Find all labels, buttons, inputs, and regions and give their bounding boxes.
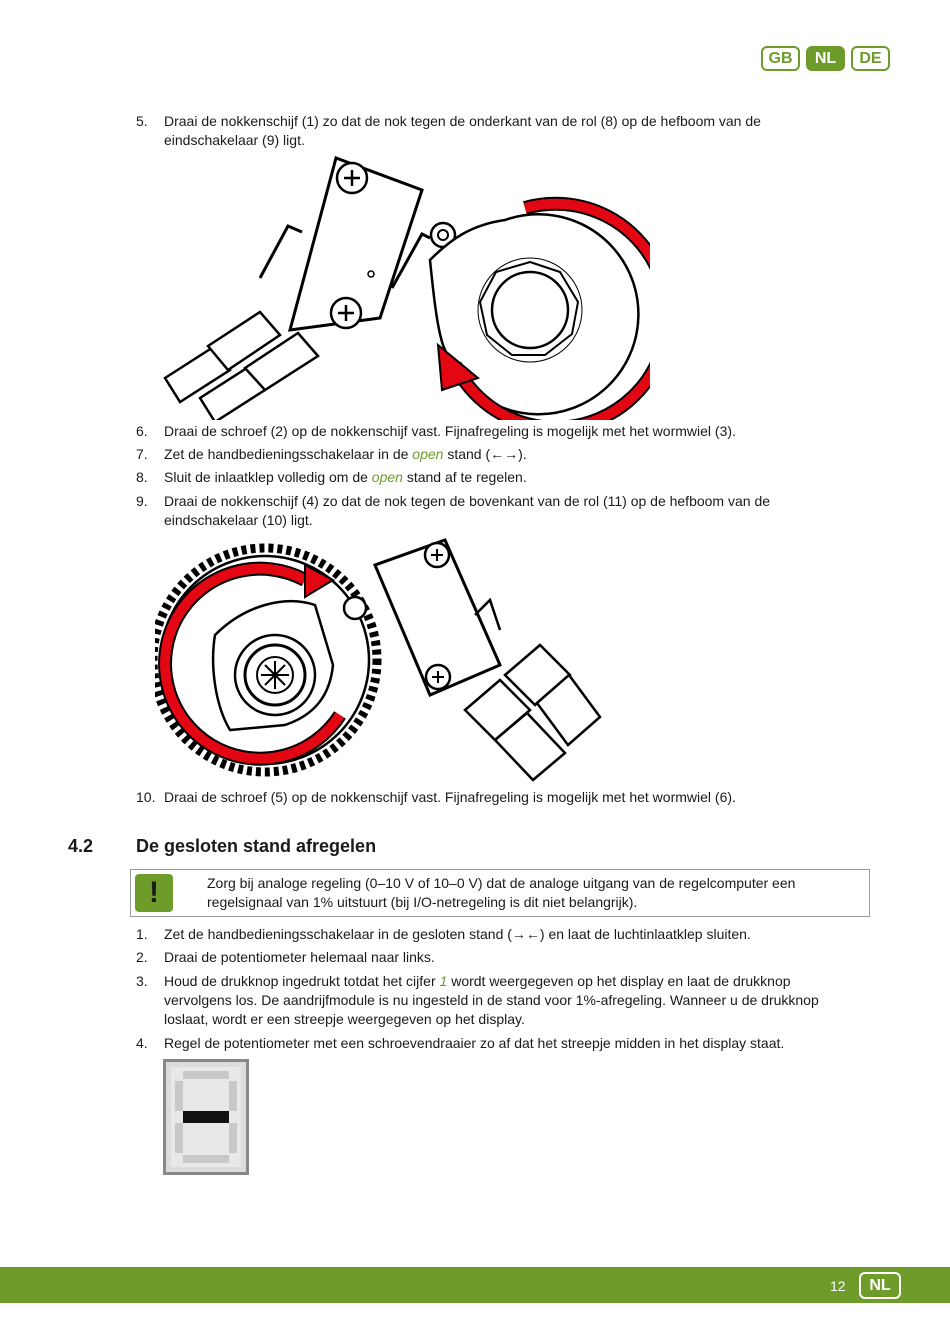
- footer-bar: [0, 1267, 950, 1303]
- step-number: 2.: [136, 949, 148, 965]
- step-text: Draai de potentiometer helemaal naar links.: [164, 949, 435, 965]
- step-text: Zet de handbedieningsschakelaar in de open stand (←→).: [164, 446, 527, 462]
- step-5: [136, 112, 826, 150]
- step-9: [136, 492, 826, 530]
- step-number: 3.: [136, 973, 148, 989]
- step-number: 10.: [136, 789, 156, 805]
- footer-lang-tab[interactable]: NL: [859, 1272, 901, 1299]
- step-number: 6.: [136, 423, 148, 439]
- step-6: [136, 422, 826, 441]
- language-tabs: [761, 46, 890, 71]
- step-number: 9.: [136, 493, 148, 509]
- step-text: Houd de drukknop ingedrukt totdat het cijfer 1 wordt weergegeven op het display en laat de drukknop vervolgens los. De aandrijfmodule is nu ingesteld in de stand voor 1%-afregeling. Wanneer u de drukknop loslaat, wordt er een streepje weergegeven op het display.: [164, 973, 819, 1027]
- section-title: De gesloten stand afregelen: [136, 836, 377, 856]
- roller: [344, 597, 366, 619]
- lang-tab-nl[interactable]: NL: [806, 46, 845, 71]
- closed-step-1: [136, 925, 826, 944]
- seven-segment-display: [163, 1059, 249, 1175]
- closed-step-4: [136, 1034, 826, 1053]
- step-number: 1.: [136, 926, 148, 942]
- closed-step-3: [136, 972, 826, 1029]
- lang-tab-gb[interactable]: GB: [761, 46, 800, 71]
- cam-disc-closed-figure: [155, 535, 615, 785]
- lang-tab-de[interactable]: DE: [851, 46, 890, 71]
- step-text: Draai de schroef (5) op de nokkenschijf vast. Fijnafregeling is mogelijk met het wormwiel (6).: [164, 789, 736, 805]
- display-dash-segment: [183, 1111, 229, 1123]
- closed-step-2: [136, 948, 826, 967]
- step-number: 5.: [136, 113, 148, 129]
- cam-disc-open-figure: [160, 150, 650, 420]
- step-10: [136, 788, 826, 807]
- page-number: 12: [830, 1278, 846, 1294]
- step-text: Regel de potentiometer met een schroevendraaier zo af dat het streepje midden in het display staat.: [164, 1035, 785, 1051]
- step-number: 8.: [136, 469, 148, 485]
- step-number: 4.: [136, 1035, 148, 1051]
- step-text: Draai de schroef (2) op de nokkenschijf vast. Fijnafregeling is mogelijk met het wormwiel (3).: [164, 423, 736, 439]
- section-number: 4.2: [68, 836, 94, 856]
- notice-text: Zorg bij analoge regeling (0–10 V of 10–0 V) dat de analoge uitgang van de regelcomputer een regelsignaal van 1% uitstuurt (bij I/O-netregeling is dit niet belangrijk).: [207, 875, 796, 910]
- step-text: Zet de handbedieningsschakelaar in de gesloten stand (→←) en laat de luchtinlaatklep sluiten.: [164, 926, 751, 942]
- step-text: Draai de nokkenschijf (1) zo dat de nok tegen de onderkant van de rol (8) op de hefboom van de eindschakelaar (9) ligt.: [164, 113, 761, 148]
- step-text: Sluit de inlaatklep volledig om de open stand af te regelen.: [164, 469, 527, 485]
- step-8: [136, 468, 826, 487]
- exclamation-icon: !: [135, 874, 173, 912]
- step-7: [136, 445, 826, 464]
- step-text: Draai de nokkenschijf (4) zo dat de nok tegen de bovenkant van de rol (11) op de hefboom van de eindschakelaar (10) ligt.: [164, 493, 771, 528]
- step-number: 7.: [136, 446, 148, 462]
- notice-box: [130, 869, 870, 917]
